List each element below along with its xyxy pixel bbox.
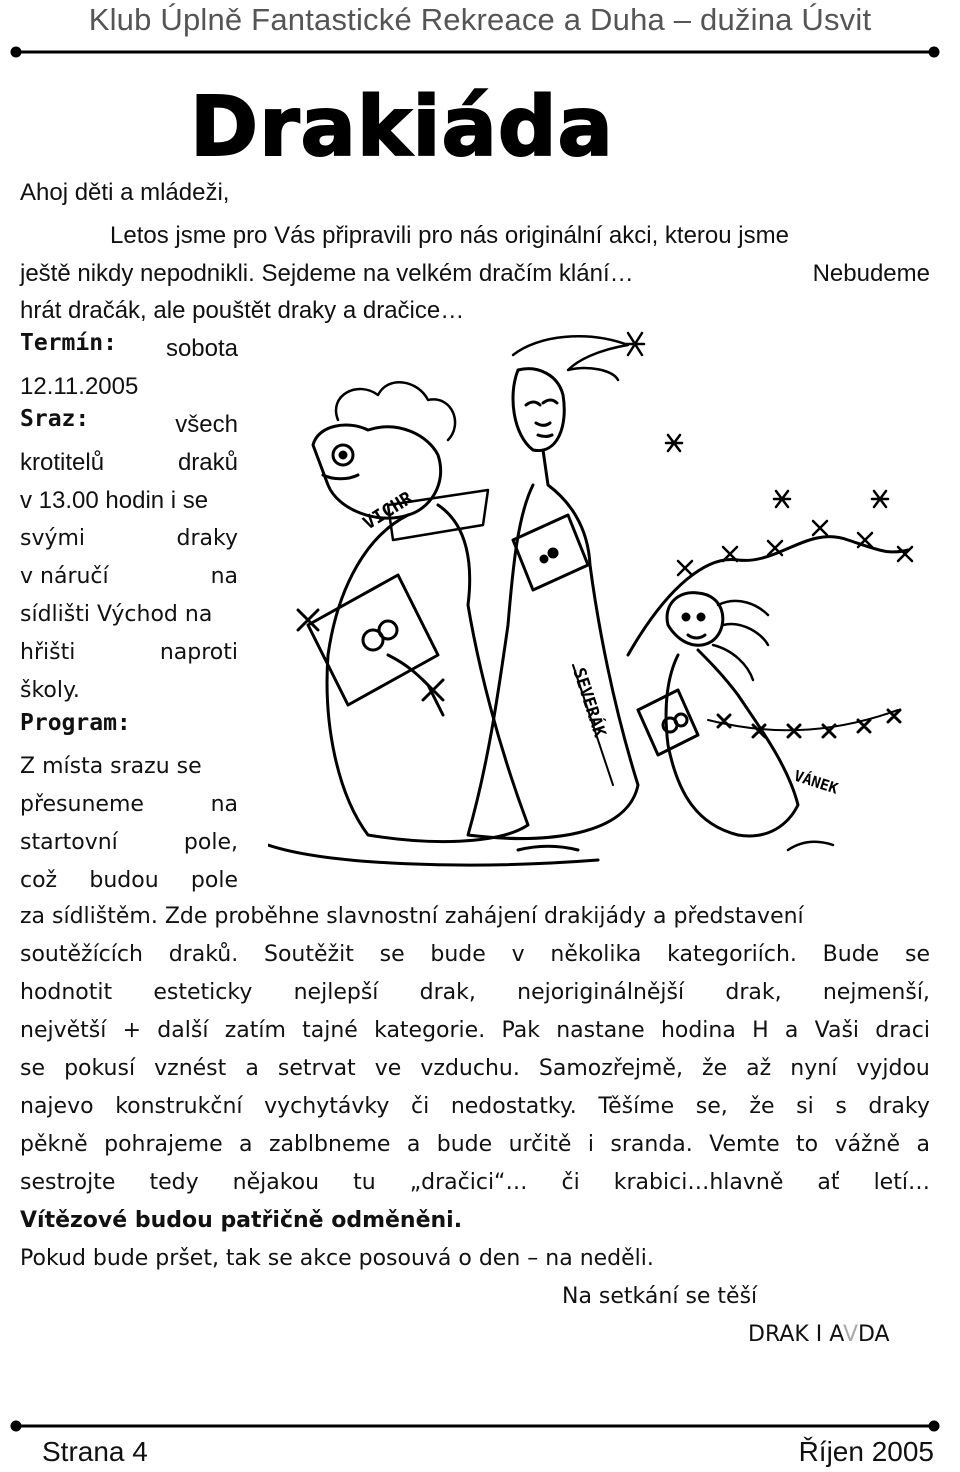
word: či <box>410 1094 430 1119</box>
sraz-line <box>20 406 238 444</box>
label-vichr: VICHR <box>359 487 417 535</box>
word: i <box>587 1132 594 1157</box>
program-l3 <box>20 824 238 862</box>
word: největší <box>20 1018 107 1043</box>
word: a <box>239 1132 253 1157</box>
word: H <box>752 1018 769 1043</box>
word: v <box>511 942 525 967</box>
word: že <box>702 1056 728 1081</box>
termin-value: sobota <box>165 335 238 362</box>
word: sranda. <box>610 1132 693 1157</box>
footer-date: Říjen 2005 <box>798 1436 934 1467</box>
program-l2 <box>20 786 238 824</box>
word: tu <box>353 1170 376 1195</box>
details-column <box>20 330 238 900</box>
sraz-w7b: naproti <box>159 640 238 665</box>
termin-label: Termín: <box>20 330 117 356</box>
word: Soutěžit <box>264 942 354 967</box>
word: draky <box>868 1094 930 1119</box>
word: že <box>749 1094 775 1119</box>
program-l3a: startovní <box>20 830 118 855</box>
word: pokusí <box>64 1056 136 1081</box>
footer-page: Strana 4 <box>42 1436 148 1467</box>
word: několika <box>550 942 642 967</box>
word: si <box>796 1094 814 1119</box>
signature-v: V <box>842 1322 858 1347</box>
sraz-line-4 <box>20 520 238 558</box>
program-p6 <box>20 1088 930 1126</box>
word: to <box>796 1132 819 1157</box>
closing: Na setkání se těší <box>562 1284 758 1309</box>
signature-a: DRAK I A <box>748 1322 843 1347</box>
sraz-w5b: na <box>210 564 238 589</box>
program-l4 <box>20 862 238 900</box>
word: nejoriginálnější <box>517 980 685 1005</box>
program-l1 <box>20 748 238 786</box>
word: soutěžících <box>20 942 143 967</box>
word: setrvat <box>277 1056 356 1081</box>
sraz-w8: školy. <box>20 678 80 703</box>
word: kategoriích. <box>667 942 797 967</box>
program-l4c: pole <box>190 868 238 893</box>
sraz-label: Sraz: <box>20 406 90 432</box>
program-p2 <box>20 936 930 974</box>
word: nejlepší <box>293 980 379 1005</box>
word: se, <box>695 1094 728 1119</box>
intro-line-2b: Nebudeme <box>812 260 930 287</box>
word: Pak <box>501 1018 540 1043</box>
word: krabici…hlavně <box>613 1170 784 1195</box>
word: až <box>746 1056 772 1081</box>
word: Těšíme <box>598 1094 675 1119</box>
word: Vemte <box>709 1132 780 1157</box>
word: nedostatky. <box>450 1094 577 1119</box>
word: drak, <box>419 980 476 1005</box>
word: ať <box>817 1170 840 1195</box>
program-p4 <box>20 1012 930 1050</box>
program-l4a: což <box>20 868 58 893</box>
sraz-w2b: draků <box>177 449 238 476</box>
label-vanek: VÁNEK <box>791 766 841 798</box>
program-l3b: pole, <box>183 830 238 855</box>
word: určitě <box>508 1132 572 1157</box>
word: Bude <box>822 942 880 967</box>
termin-date-text: 12.11.2005 <box>20 373 139 400</box>
word: bude <box>430 942 486 967</box>
word: Samozřejmě, <box>538 1056 683 1081</box>
word: vzduchu. <box>420 1056 520 1081</box>
word: vychytávky <box>264 1094 390 1119</box>
word: draci <box>875 1018 930 1043</box>
word: a <box>916 1132 930 1157</box>
sraz-line-2 <box>20 444 238 482</box>
program-l1-text: Z místa srazu se <box>20 754 202 779</box>
termin-date <box>20 368 238 406</box>
intro-line-1: Letos jsme pro Vás připravili pro nás originální akci, kterou jsme <box>110 222 789 249</box>
word: hodnotit <box>20 980 113 1005</box>
program-p5 <box>20 1050 930 1088</box>
word: nastane <box>556 1018 645 1043</box>
word: drak, <box>725 980 782 1005</box>
word: pěkně <box>20 1132 88 1157</box>
program-label: Program: <box>20 710 131 736</box>
star-icon <box>626 333 888 507</box>
word: konstrukční <box>115 1094 243 1119</box>
word: draků. <box>168 942 239 967</box>
intro-line-2 <box>20 255 930 293</box>
intro-line-2a: ještě nikdy nepodnikli. Sejdeme na velkém dračím klání… <box>20 260 634 287</box>
word: další <box>157 1018 209 1043</box>
program-l4b: budou <box>89 868 159 893</box>
word: kategorie. <box>374 1018 486 1043</box>
word: ve <box>374 1056 402 1081</box>
word: a <box>784 1018 799 1043</box>
program-line <box>20 710 238 748</box>
program-l2a: přesuneme <box>20 792 144 817</box>
word: s <box>835 1094 847 1119</box>
club-name: Klub Úplně Fantastické Rekreace a Duha – dužina Úsvit <box>88 2 872 37</box>
sraz-w1: všech <box>175 411 238 438</box>
word: vážně <box>834 1132 901 1157</box>
word: zatím <box>224 1018 286 1043</box>
word: bude <box>436 1132 493 1157</box>
program-p7 <box>20 1126 930 1164</box>
illustration-kites <box>268 325 928 885</box>
word: nejmenší, <box>822 980 930 1005</box>
program-paragraph <box>20 898 930 1202</box>
word: zablbneme <box>268 1132 391 1157</box>
sraz-w4a: svými <box>20 526 86 551</box>
word: vyjdou <box>856 1056 930 1081</box>
word: vznést <box>154 1056 227 1081</box>
sraz-line-6 <box>20 596 238 634</box>
footer-divider <box>10 1420 940 1425</box>
rain-note: Pokud bude pršet, tak se akce posouvá o den – na neděli. <box>20 1246 654 1271</box>
word: esteticky <box>153 980 253 1005</box>
word: „dračici“… <box>409 1170 528 1195</box>
word: tajné <box>302 1018 358 1043</box>
sraz-line-8 <box>20 672 238 710</box>
word: sestrojte <box>20 1170 116 1195</box>
sraz-w2a: krotitelů <box>20 449 105 476</box>
signature <box>748 1316 890 1354</box>
sraz-w7a: hřišti <box>20 640 76 665</box>
word: se <box>20 1056 45 1081</box>
program-p1: za sídlištěm. Zde proběhne slavnostní zahájení drakijády a představení <box>20 904 804 929</box>
sraz-w6: sídlišti Východ na <box>20 602 213 627</box>
word: hodina <box>660 1018 736 1043</box>
prize-note: Vítězové budou patřičně odměněni. <box>20 1208 463 1233</box>
program-l2b: na <box>210 792 238 817</box>
word: + <box>122 1018 142 1043</box>
page-title: Drakiáda <box>190 80 614 175</box>
greeting: Ahoj děti a mládeži, <box>20 179 230 206</box>
word: tedy <box>149 1170 199 1195</box>
intro-line-3: hrát dračák, ale pouštět draky a dračice… <box>20 297 465 324</box>
sraz-w3: v 13.00 hodin i se <box>20 487 209 514</box>
word: Vaši <box>814 1018 860 1043</box>
word: se <box>905 942 930 967</box>
word: či <box>561 1170 580 1195</box>
program-p8 <box>20 1164 930 1202</box>
word: a <box>406 1132 421 1157</box>
word: nějakou <box>232 1170 320 1195</box>
label-severak: SEVERÁK <box>568 665 610 740</box>
word: letí… <box>873 1170 930 1195</box>
word: pohrajeme <box>104 1132 223 1157</box>
sraz-line-3 <box>20 482 238 520</box>
word: se <box>379 942 405 967</box>
word: najevo <box>20 1094 94 1119</box>
header-divider <box>10 46 940 51</box>
termin-line <box>20 330 238 368</box>
program-p3 <box>20 974 930 1012</box>
sraz-line-5 <box>20 558 238 596</box>
sraz-w4b: draky <box>176 526 238 551</box>
sraz-line-7 <box>20 634 238 672</box>
word: nyní <box>790 1056 838 1081</box>
word: a <box>245 1056 259 1081</box>
sraz-w5a: v náručí <box>20 564 109 589</box>
signature-b: DA <box>858 1322 890 1347</box>
